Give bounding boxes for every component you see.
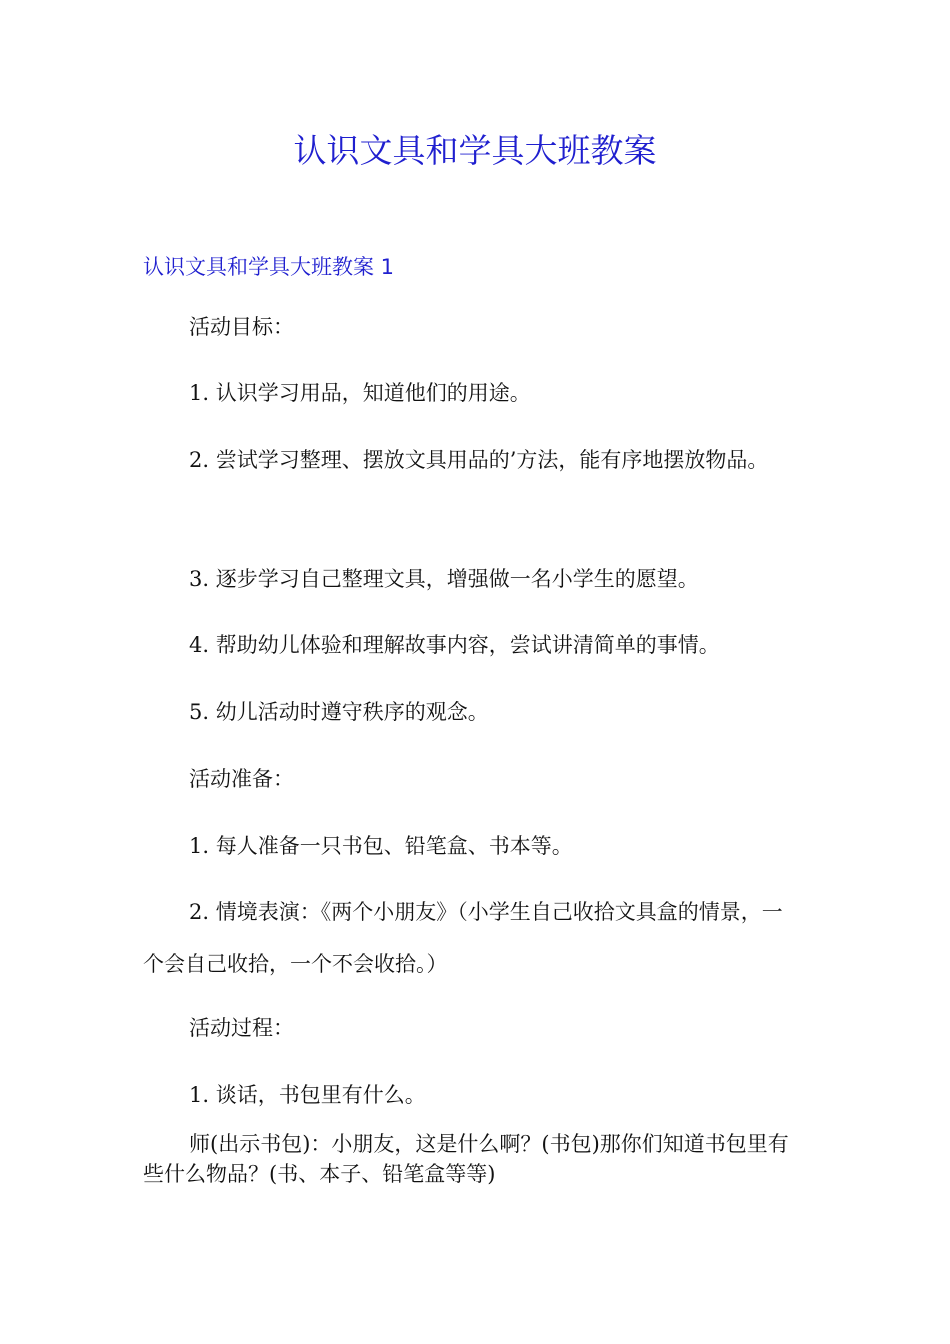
paragraph-teacher-dialogue: 师(出示书包)：小朋友，这是什么啊？(书包)那你们知道书包里有些什么物品？(书、本子、铅笔盒等等) [143, 1132, 789, 1186]
paragraph-preparation-1: 1. 每人准备一只书包、铅笔盒、书本等。 [189, 834, 573, 858]
paragraph-preparation-heading: 活动准备： [189, 767, 294, 791]
paragraph-goal-3: 3. 逐步学习自己整理文具，增强做一名小学生的愿望。 [189, 567, 699, 591]
paragraph-process-1: 1. 谈话，书包里有什么。 [189, 1083, 426, 1107]
paragraph-process-heading: 活动过程： [189, 1016, 294, 1040]
paragraph-goal-4: 4. 帮助幼儿体验和理解故事内容，尝试讲清简单的事情。 [189, 633, 720, 657]
paragraph-preparation-2: 2. 情境表演：《两个小朋友》（小学生自己收拾文具盒的情景，一个会自己收拾，一个不会收拾。） [143, 900, 783, 976]
paragraph-goal-2: 2. 尝试学习整理、摆放文具用品的’方法，能有序地摆放物品。 [189, 448, 769, 472]
paragraph-activity-goals-heading: 活动目标： [189, 315, 294, 339]
document-title: 认识文具和学具大班教案 [293, 131, 657, 170]
paragraph-goal-1: 1. 认识学习用品，知道他们的用途。 [189, 381, 531, 405]
section-title: 认识文具和学具大班教案 1 [143, 255, 395, 279]
paragraph-goal-5: 5. 幼儿活动时遵守秩序的观念。 [189, 700, 489, 724]
